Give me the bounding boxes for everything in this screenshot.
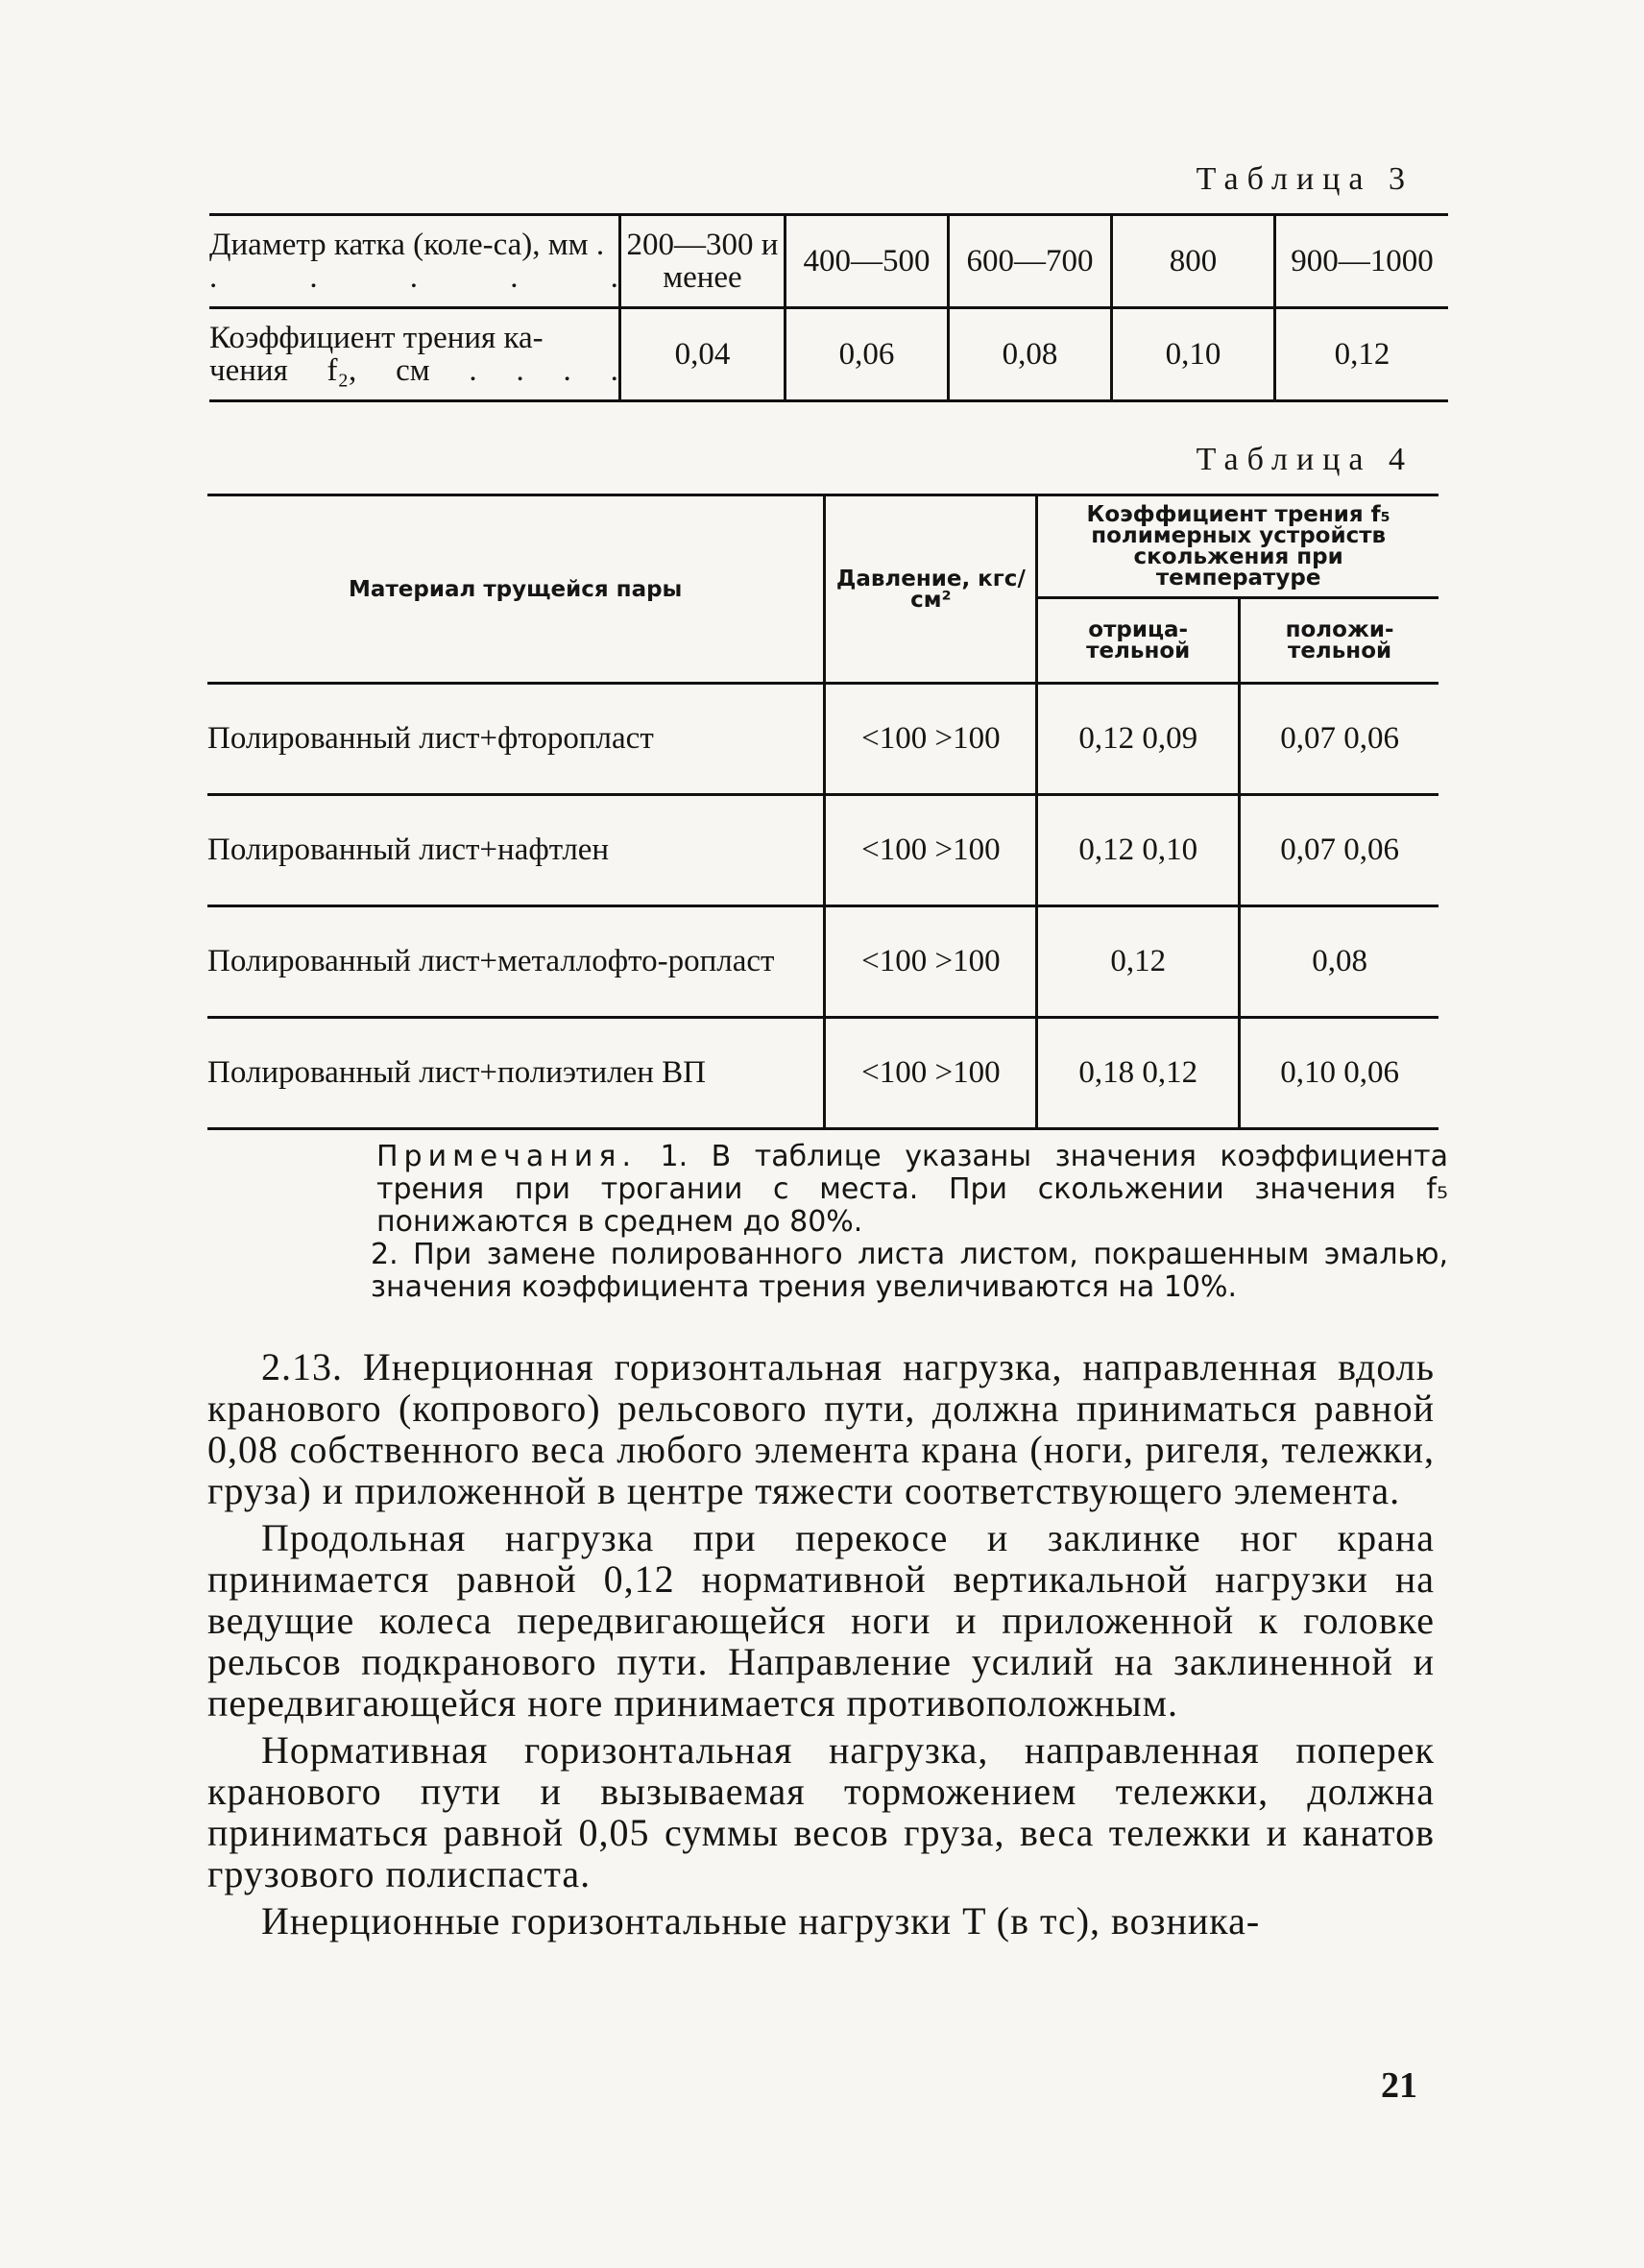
- table4-material: Полированный лист+нафтлен: [207, 795, 825, 906]
- table4-header-positive: положи-тельной: [1240, 598, 1438, 684]
- table3-cell: 0,04: [619, 308, 785, 401]
- table4-neg: 0,12 0,09: [1037, 684, 1240, 795]
- note-2: 2. При замене полированного листа листом, покрашенным эмалью, значения коэффициента трения увеличиваются на 10%.: [371, 1238, 1448, 1304]
- table4-pos: 0,07 0,06: [1240, 684, 1438, 795]
- table3-cell: 0,06: [786, 308, 949, 401]
- table4-material: Полированный лист+металлофто-ропласт: [207, 906, 825, 1018]
- table-row: [207, 906, 1438, 1018]
- table3-cell: 400—500: [786, 215, 949, 308]
- table4-header-negative: отрица-тельной: [1037, 598, 1240, 684]
- table3-cell: 900—1000: [1275, 215, 1449, 308]
- table-row: [207, 684, 1438, 795]
- table4-pos: 0,10 0,06: [1240, 1018, 1438, 1129]
- table4-pressure: <100 >100: [825, 906, 1037, 1018]
- paragraph: Инерционные горизонтальные нагрузки T (в тс), возника-: [261, 1899, 1261, 1942]
- table3-row1-label: Диаметр катка (коле-са), мм . . . . . .: [209, 215, 619, 308]
- table4-neg: 0,12 0,10: [1037, 795, 1240, 906]
- table3-row2-label: Коэффициент трения ка-чения f₂, см . . . .: [209, 321, 618, 388]
- table4-header-pressure: Давление, кгс/см²: [825, 495, 1037, 684]
- table4: [207, 494, 1438, 1130]
- table3-row-diameter: [209, 215, 1448, 308]
- table-row: [207, 1018, 1438, 1129]
- paragraph: 2.13. Инерционная горизонтальная нагрузка, направленная вдоль кранового (копрового) рельсового пути, должна приниматься равной 0,08 собственного веса любого элемента крана (ноги, ригеля, тележки, груза) и приложенной в центре тяжести соответствующего элемента.: [207, 1345, 1435, 1512]
- table3-title: Таблица 3: [1196, 161, 1414, 197]
- table4-header-coef: Коэффициент трения f₅ полимерных устройств скольжения при температуре: [1037, 495, 1438, 598]
- table4-neg: 0,18 0,12: [1037, 1018, 1240, 1129]
- paragraph: Нормативная горизонтальная нагрузка, направленная поперек кранового пути и вызываемая торможением тележки, должна приниматься равной 0,05 суммы весов груза, веса тележки и канатов грузового полиспаста.: [207, 1728, 1435, 1895]
- note-1: [376, 1141, 1448, 1239]
- table4-pressure: <100 >100: [825, 684, 1037, 795]
- notes-heading: Примечания.: [376, 1140, 637, 1173]
- table3-row-coefficient: [209, 308, 1448, 401]
- table-notes: [371, 1140, 1449, 1304]
- table4-pressure: <100 >100: [825, 1018, 1037, 1129]
- page-number: 21: [1381, 2065, 1417, 2106]
- table-row: [207, 795, 1438, 906]
- note-1-text: 1. В таблице указаны значения коэффициента трения при трогании с места. При скольжении значения f₅ понижаются в среднем до 80%.: [376, 1140, 1449, 1239]
- table3-cell: 200—300 и менее: [619, 215, 785, 308]
- table3: [209, 213, 1448, 402]
- table4-material: Полированный лист+полиэтилен ВП: [207, 1018, 825, 1129]
- table3-cell: 600—700: [949, 215, 1112, 308]
- body-text: [207, 1346, 1435, 1947]
- table4-pos: 0,07 0,06: [1240, 795, 1438, 906]
- paragraph: Продольная нагрузка при перекосе и заклинке ног крана принимается равной 0,12 нормативной вертикальной нагрузки на ведущие колеса передвигающейся ноги и приложенной к головке рельсов подкранового пути. Направление усилий на заклиненной и передвигающейся ноге принимается противоположным.: [207, 1516, 1435, 1725]
- table3-cell: 0,12: [1275, 308, 1449, 401]
- table4-material: Полированный лист+фторопласт: [207, 684, 825, 795]
- table3-cell: 800: [1112, 215, 1275, 308]
- table4-neg: 0,12: [1037, 906, 1240, 1018]
- table4-header-row: [207, 495, 1438, 598]
- table4-header-material: Материал трущейся пары: [349, 576, 683, 602]
- table4-title: Таблица 4: [1196, 442, 1414, 477]
- table3-cell: 0,08: [949, 308, 1112, 401]
- table4-pressure: <100 >100: [825, 795, 1037, 906]
- table4-pos: 0,08: [1240, 906, 1438, 1018]
- table3-cell: 0,10: [1112, 308, 1275, 401]
